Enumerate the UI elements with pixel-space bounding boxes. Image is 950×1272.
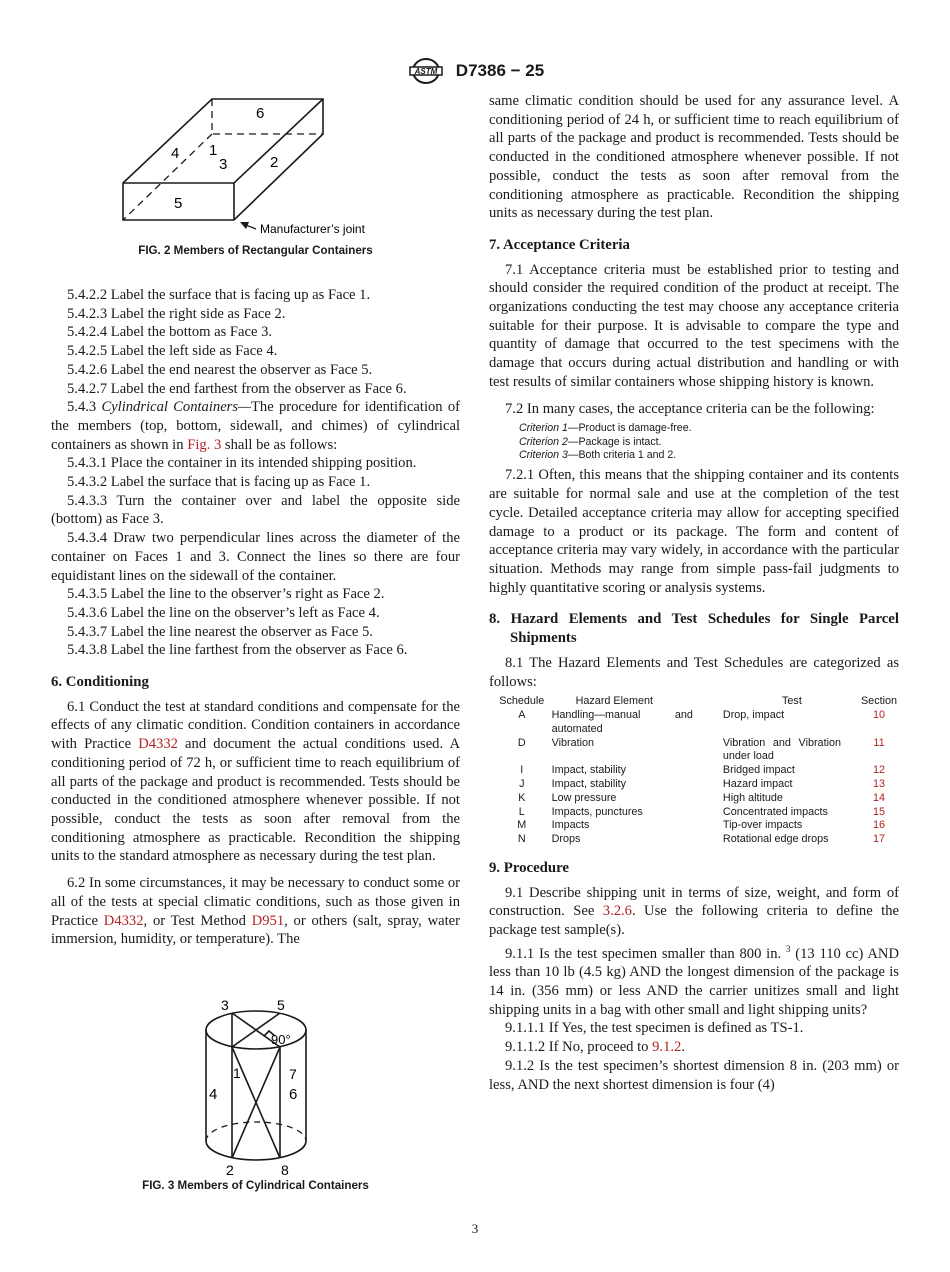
para-5-4-3-3: 5.4.3.3 Turn the container over and label the opposite side (bottom) as Face 3. — [51, 492, 460, 528]
criterion-2: Criterion 2—Package is intact. — [519, 435, 662, 448]
section-link[interactable]: 13 — [872, 777, 885, 790]
para-8-1: 8.1 The Hazard Elements and Test Schedules are categorized as follows: — [489, 654, 899, 690]
section-6-heading: 6. Conditioning — [51, 674, 149, 691]
section-link[interactable]: 14 — [872, 791, 885, 804]
fig3-label-6: 6 — [289, 1086, 298, 1103]
para-9-1-1-2: 9.1.1.2 If No, proceed to 9.1.2. — [505, 1039, 685, 1056]
table-header: Schedule — [499, 695, 545, 708]
para-9-1-1-1: 9.1.1.1 If Yes, the test specimen is defined as TS-1. — [505, 1020, 804, 1037]
section-9-heading: 9. Procedure — [489, 859, 569, 876]
fig2-caption: FIG. 2 Members of Rectangular Containers — [138, 244, 373, 257]
left-column — [51, 92, 461, 1192]
link-3-2-6[interactable]: 3.2.6 — [602, 903, 632, 920]
para-6-2-continued: same climatic condition should be used for any assurance level. A conditioning period of 24 h, or sufficient time to reach equilibrium of all parts of the package and product is recommended. Tests should be conducted in the conditioned atmosphere whenever possible. If not possible, conduct the tests as soon after removal from the conditioning atmosphere as practicable. Recondition the shipping units as necessary during the test plan. — [489, 93, 899, 222]
section-link[interactable]: 15 — [872, 805, 885, 818]
para-5-4-2-5: 5.4.2.5 Label the left side as Face 4. — [67, 343, 278, 360]
link-d4332-2[interactable]: D4332 — [103, 912, 144, 929]
section-link[interactable]: 10 — [872, 709, 885, 721]
link-d4332[interactable]: D4332 — [138, 736, 178, 753]
fig3-caption: FIG. 3 Members of Cylindrical Containers — [142, 1179, 369, 1192]
fig3-label-3: 3 — [221, 998, 229, 1013]
para-5-4-2-7: 5.4.2.7 Label the end farthest from the observer as Face 6. — [67, 380, 407, 397]
fig3-label-4: 4 — [209, 1086, 218, 1103]
figure-3 — [51, 998, 460, 1198]
para-5-4-3-1: 5.4.3.1 Place the container in its intended shipping position. — [67, 455, 417, 472]
section-link[interactable]: 16 — [872, 819, 885, 832]
table-row: N Drops Rotational edge drops 17 — [492, 833, 897, 847]
table-header: Section — [860, 695, 897, 708]
para-5-4-2-3: 5.4.2.3 Label the right side as Face 2. — [67, 305, 286, 322]
page-header — [0, 58, 950, 84]
link-d951[interactable]: D951 — [251, 912, 285, 929]
fig2-joint-label: Manufacturer’s joint — [260, 222, 365, 236]
table-header-row — [492, 695, 897, 709]
para-7-2: 7.2 In many cases, the acceptance criteria can be the following: — [505, 400, 875, 417]
para-5-4-3: 5.4.3 Cylindrical Containers—The procedure for identification of the members (top, bottom, sidewall, and chimes) of cylindrical containers as shown in Fig. 3 shall be as follows: — [51, 399, 461, 453]
fig3-label-1: 1 — [233, 1065, 241, 1081]
para-5-4-2-6: 5.4.2.6 Label the end nearest the observer as Face 5. — [67, 361, 373, 378]
page-number: 3 — [471, 1221, 479, 1236]
para-7-2-1: 7.2.1 Often, this means that the shipping container and its contents are suitable for normal sale and use at the completion of the test cycle. Detailed acceptance criteria may allow for accepting specified damage to a product or its package. The form and content of acceptance criteria may vary widely, in accordance with the particular situation. Methods may range from simple pass-fail judgments to highly quantitative scoring or analysis systems. — [489, 467, 899, 596]
section-7-heading: 7. Acceptance Criteria — [489, 236, 630, 253]
para-9-1-2: 9.1.2 Is the test specimen’s shortest dimension 8 in. (203 mm) or less, AND the next shortest dimension is four (4) — [489, 1057, 899, 1093]
para-5-4-3-6: 5.4.3.6 Label the line on the observer’s left as Face 4. — [67, 604, 380, 621]
table-row: D Vibration Vibration and Vibration under load 11 — [492, 737, 897, 765]
figure-2 — [51, 92, 460, 260]
para-5-4-3-2: 5.4.3.2 Label the surface that is facing up as Face 1. — [67, 474, 371, 491]
para-6-1: 6.1 Conduct the test at standard conditions and compensate for the effects of any climatic condition. Condition containers in accordance with Practice D4332 and document the actual conditions used. A conditioning period of 72 h, or sufficient time to reach equilibrium of all parts of the package and product is recommended. Tests should be conducted in the conditioned atmosphere whenever possible. If not possible, conduct the tests as soon after removal from the conditioning atmosphere as practicable. Recondition the shipping units to the standard atmosphere as necessary during the test plan. — [51, 698, 460, 865]
fig2-label-3: 3 — [219, 156, 228, 173]
para-5-4-3-7: 5.4.3.7 Label the line nearest the observer as Face 5. — [67, 623, 373, 640]
fig2-label-5: 5 — [174, 195, 183, 212]
table-row: I Impact, stability Bridged impact 12 — [492, 764, 897, 778]
hazard-table — [492, 695, 897, 847]
fig2-label-4: 4 — [171, 145, 180, 162]
link-9-1-2[interactable]: 9.1.2 — [652, 1039, 682, 1056]
fig3-label-7: 7 — [289, 1066, 297, 1082]
fig3-angle-label: 90° — [271, 1032, 291, 1047]
para-5-4-3-5: 5.4.3.5 Label the line to the observer’s right as Face 2. — [67, 586, 385, 603]
rectangular-container-diagram — [51, 92, 460, 242]
criterion-3: Criterion 3—Both criteria 1 and 2. — [519, 449, 677, 462]
table-row: J Impact, stability Hazard impact 13 — [492, 778, 897, 792]
criteria-list — [489, 422, 899, 462]
section-8-heading: 8. Hazard Elements and Test Schedules for Single Parcel Shipments — [489, 611, 899, 647]
fig3-label-2: 2 — [226, 1162, 234, 1176]
fig3-label-5: 5 — [277, 998, 285, 1013]
para-5-4-3-8: 5.4.3.8 Label the line farthest from the observer as Face 6. — [67, 642, 408, 659]
table-header: Test — [782, 695, 802, 708]
para-5-4-2-4: 5.4.2.4 Label the bottom as Face 3. — [67, 324, 273, 341]
astm-logo-icon — [406, 58, 446, 84]
table-header: Hazard Element — [575, 695, 654, 708]
fig2-label-2: 2 — [270, 154, 279, 171]
para-9-1-1: 9.1.1 Is the test specimen smaller than 800 in. $^3$ (13 110 cc) AND less than 10 lb (4.5 kg) AND the longest dimension of the package is 14 in. (356 mm) or less AND the carrier unitizes small and light shipping units in a bag with other small and light shipping units? — [489, 943, 899, 1018]
para-5-4-2-2: 5.4.2.2 Label the surface that is facing up as Face 1. — [67, 287, 371, 303]
svg-text:ASTM: ASTM — [414, 67, 438, 76]
fig2-label-1: 1 — [209, 142, 218, 159]
fig2-label-6: 6 — [256, 105, 265, 122]
para-7-1: 7.1 Acceptance criteria must be established prior to testing and should consider the required condition of the product at receipt. The organizations conducting the test may choose any acceptance criteria suitable for their purpose. It is advisable to compare the type and quantity of damage that occurred to the test specimens with the damage that occurs during actual distribution and handling or with test results of similar containers whose shipping history is known. — [489, 261, 899, 390]
para-6-2: 6.2 In some circumstances, it may be necessary to conduct some or all of the tests at special climatic conditions, such as those given in Practice D4332, or Test Method D951, or others (salt, spray, water immersion, humidity, or temperature). The — [51, 875, 460, 948]
document-code: D7386 − 25 — [455, 61, 545, 80]
criterion-1: Criterion 1—Product is damage-free. — [519, 422, 692, 435]
table-row: L Impacts, punctures Concentrated impacts 15 — [492, 806, 897, 820]
table-row: K Low pressure High altitude 14 — [492, 792, 897, 806]
right-column — [489, 92, 899, 1094]
section-link[interactable]: 11 — [873, 736, 885, 749]
section-link[interactable]: 17 — [872, 833, 885, 846]
cylindrical-container-diagram — [51, 998, 460, 1176]
table-row: A Handling—manual and automated Drop, impact 10 — [492, 709, 897, 737]
para-5-4-3-4: 5.4.3.4 Draw two perpendicular lines across the diameter of the container on Faces 1 and 3. Connect the lines so there are four equidistant lines on the sidewall of the container. — [51, 530, 460, 584]
section-link[interactable]: 12 — [872, 764, 885, 777]
link-fig-3[interactable]: Fig. 3 — [187, 436, 222, 453]
para-9-1: 9.1 Describe shipping unit in terms of size, weight, and form of construction. See 3.2.6. Use the following criteria to define the package test sample(s). — [489, 884, 899, 939]
table-row: M Impacts Tip-over impacts 16 — [492, 819, 897, 833]
fig3-label-8: 8 — [281, 1162, 289, 1176]
